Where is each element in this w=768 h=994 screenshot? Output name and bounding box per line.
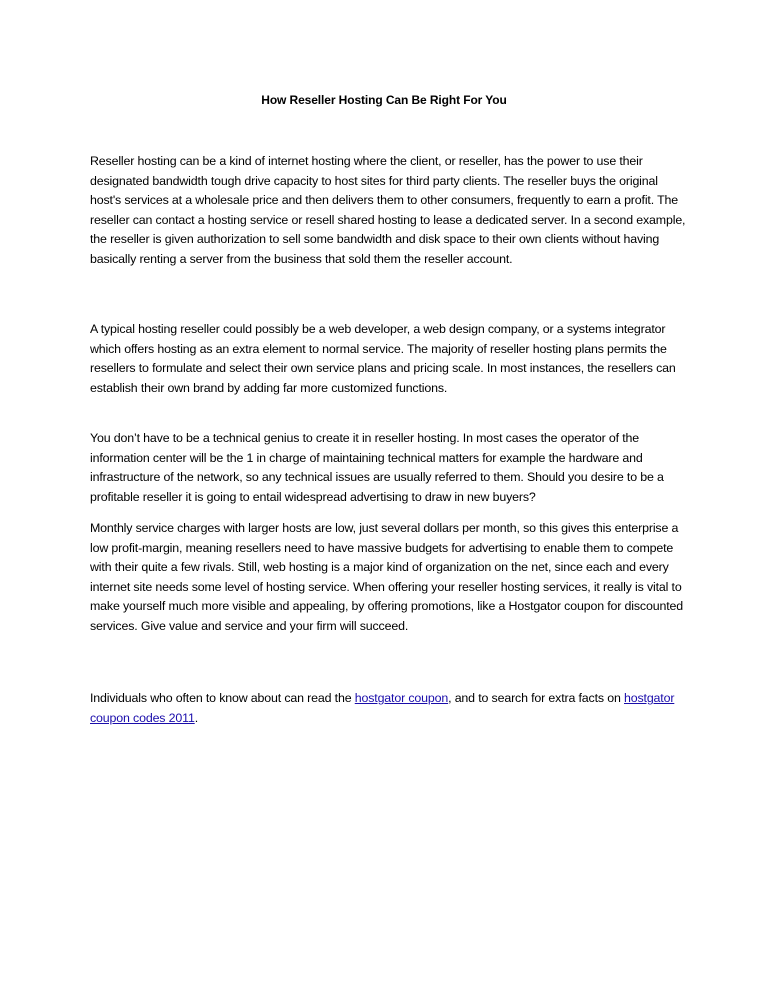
paragraph-closing bbox=[90, 689, 690, 728]
closing-text-middle: , and to search for extra facts on bbox=[448, 691, 624, 705]
paragraph-reseller-definition: Reseller hosting can be a kind of internet hosting where the client, or reseller, has the power to use their designated bandwidth tough drive capacity to host sites for third party clients. The reseller buys the original host's services at a wholesale price and then delivers them to other consumers, frequently to earn a profit. The reseller can contact a hosting service or resell shared hosting to lease a dedicated server. In a second example, the reseller is given authorization to sell some bandwidth and disk space to their own clients without having basically renting a server from the business that sold them the reseller account. bbox=[90, 154, 686, 266]
hostgator-coupon-link[interactable]: hostgator coupon bbox=[354, 691, 449, 705]
paragraph-typical-reseller: A typical hosting reseller could possibly be a web developer, a web design company, or a systems integrator which offers hosting as an extra element to normal service. The majority of reseller hosting plans permits the resellers to formulate and select their own service plans and pricing scale. In most instances, the resellers can establish their own brand by adding far more customized functions. bbox=[90, 322, 676, 395]
paragraph-service-charges: Monthly service charges with larger hosts are low, just several dollars per month, so this gives this enterprise a low profit-margin, meaning resellers need to have massive budgets for advertising to enable them to compete with their quite a few rivals. Still, web hosting is a major kind of organization on the net, since each and every internet site needs some level of hosting service. When offering your reseller hosting services, it really is vital to make yourself much more visible and appealing, by offering promotions, like a Hostgator coupon for discounted services. Give value and service and your firm will succeed. bbox=[90, 521, 683, 633]
closing-text-end: . bbox=[194, 710, 198, 725]
document-title: How Reseller Hosting Can Be Right For You bbox=[261, 93, 507, 107]
hostgator-coupon-codes-link[interactable]: hostgator coupon codes 2011 bbox=[90, 691, 675, 725]
paragraph-technical-matters: You don’t have to be a technical genius to create it in reseller hosting. In most cases the operator of the information center will be the 1 in charge of maintaining technical matters for example the hardware and infrastructure of the network, so any technical issues are usually referred to them. Should you desire to be a profitable reseller it is going to entail widespread advertising to draw in new buyers? bbox=[90, 431, 664, 504]
closing-text-start: Individuals who often to know about can read the bbox=[90, 691, 355, 705]
